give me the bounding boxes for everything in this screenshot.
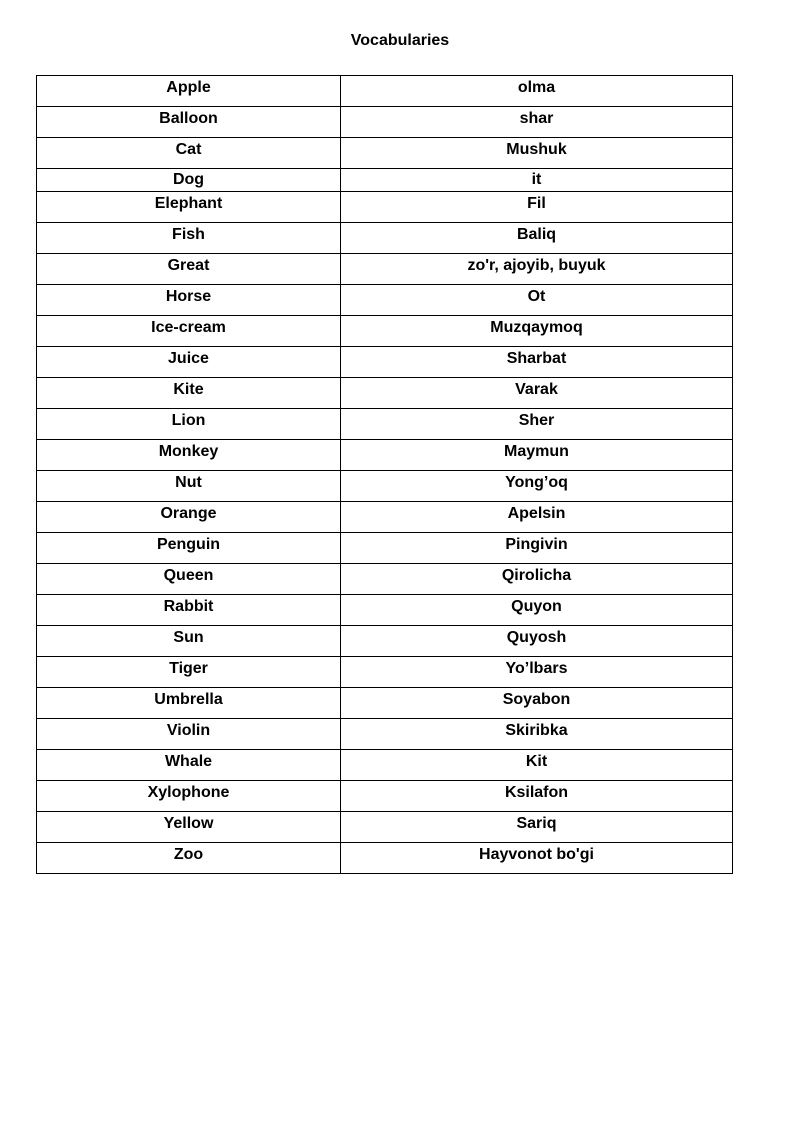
uzbek-translation-cell: Quyon [341, 595, 733, 626]
table-row [37, 440, 733, 471]
english-word-cell: Monkey [37, 440, 341, 471]
table-row [37, 812, 733, 843]
english-word-cell: Great [37, 254, 341, 285]
table-row [37, 533, 733, 564]
english-word-cell: Fish [37, 223, 341, 254]
english-word-cell: Apple [37, 76, 341, 107]
uzbek-translation-cell: Mushuk [341, 138, 733, 169]
table-row [37, 285, 733, 316]
table-row [37, 595, 733, 626]
english-word-cell: Xylophone [37, 781, 341, 812]
table-row [37, 626, 733, 657]
uzbek-translation-cell: Quyosh [341, 626, 733, 657]
english-word-cell: Yellow [37, 812, 341, 843]
table-row [37, 688, 733, 719]
uzbek-translation-cell: Sher [341, 409, 733, 440]
uzbek-translation-cell: Skiribka [341, 719, 733, 750]
table-row [37, 750, 733, 781]
uzbek-translation-cell: Sariq [341, 812, 733, 843]
table-row [37, 107, 733, 138]
uzbek-translation-cell: Kit [341, 750, 733, 781]
table-row [37, 564, 733, 595]
english-word-cell: Kite [37, 378, 341, 409]
uzbek-translation-cell: olma [341, 76, 733, 107]
english-word-cell: Lion [37, 409, 341, 440]
english-word-cell: Orange [37, 502, 341, 533]
english-word-cell: Zoo [37, 843, 341, 874]
table-row [37, 192, 733, 223]
uzbek-translation-cell: Yong’oq [341, 471, 733, 502]
table-row [37, 169, 733, 192]
table-row [37, 843, 733, 874]
english-word-cell: Nut [37, 471, 341, 502]
vocabulary-table [36, 75, 733, 874]
uzbek-translation-cell: Baliq [341, 223, 733, 254]
table-row [37, 409, 733, 440]
uzbek-translation-cell: Yo’lbars [341, 657, 733, 688]
uzbek-translation-cell: Fil [341, 192, 733, 223]
english-word-cell: Cat [37, 138, 341, 169]
uzbek-translation-cell: Muzqaymoq [341, 316, 733, 347]
page-title: Vocabularies [350, 32, 450, 49]
table-row [37, 76, 733, 107]
table-row [37, 347, 733, 378]
uzbek-translation-cell: Ksilafon [341, 781, 733, 812]
english-word-cell: Umbrella [37, 688, 341, 719]
english-word-cell: Penguin [37, 533, 341, 564]
english-word-cell: Whale [37, 750, 341, 781]
english-word-cell: Dog [37, 169, 341, 192]
uzbek-translation-cell: shar [341, 107, 733, 138]
uzbek-translation-cell: Soyabon [341, 688, 733, 719]
english-word-cell: Ice-cream [37, 316, 341, 347]
table-row [37, 719, 733, 750]
table-row [37, 657, 733, 688]
english-word-cell: Violin [37, 719, 341, 750]
uzbek-translation-cell: Maymun [341, 440, 733, 471]
english-word-cell: Balloon [37, 107, 341, 138]
uzbek-translation-cell: zo'r, ajoyib, buyuk [341, 254, 733, 285]
uzbek-translation-cell: Qirolicha [341, 564, 733, 595]
uzbek-translation-cell: Sharbat [341, 347, 733, 378]
uzbek-translation-cell: Varak [341, 378, 733, 409]
table-row [37, 138, 733, 169]
english-word-cell: Sun [37, 626, 341, 657]
table-row [37, 378, 733, 409]
table-row [37, 471, 733, 502]
english-word-cell: Tiger [37, 657, 341, 688]
uzbek-translation-cell: Pingivin [341, 533, 733, 564]
uzbek-translation-cell: it [341, 169, 733, 192]
uzbek-translation-cell: Ot [341, 285, 733, 316]
english-word-cell: Rabbit [37, 595, 341, 626]
table-row [37, 502, 733, 533]
vocabulary-table-body [37, 76, 733, 874]
english-word-cell: Elephant [37, 192, 341, 223]
uzbek-translation-cell: Apelsin [341, 502, 733, 533]
table-row [37, 781, 733, 812]
uzbek-translation-cell: Hayvonot bo'gi [341, 843, 733, 874]
table-row [37, 223, 733, 254]
table-row [37, 254, 733, 285]
english-word-cell: Queen [37, 564, 341, 595]
english-word-cell: Juice [37, 347, 341, 378]
english-word-cell: Horse [37, 285, 341, 316]
table-row [37, 316, 733, 347]
